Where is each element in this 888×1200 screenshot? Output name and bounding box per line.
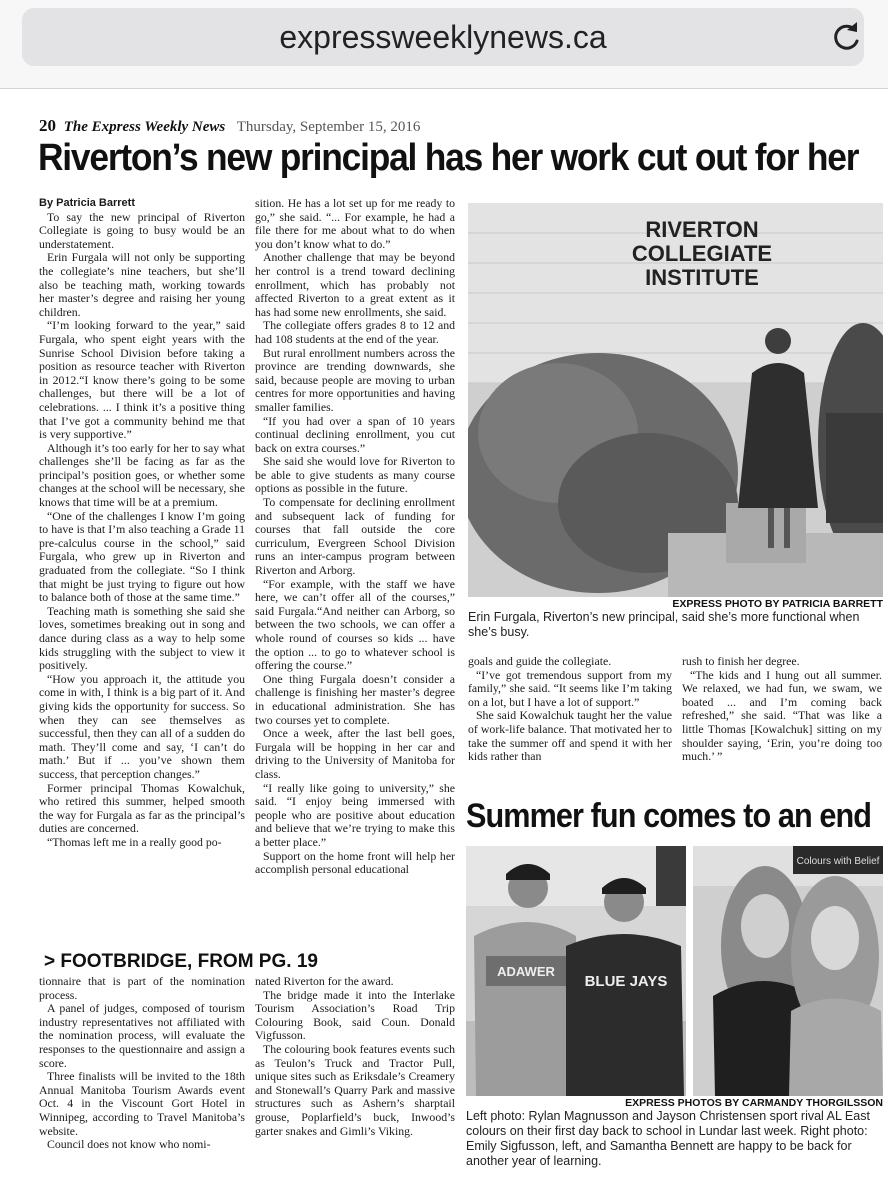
- paper-name: The Express Weekly News: [63, 119, 226, 135]
- paragraph: rush to finish her degree.: [682, 655, 800, 668]
- paragraph: “Thomas left me in a really good po-: [47, 834, 222, 849]
- paragraph: “I’m looking forward to the year,” said Furgala, who spent eight years with the Sunrise School Division before taking a position as resource teacher with Riverton in 2012.“I know there’s going to be some challenges, but there will be a lot of celebrations. ... I think it’s a positive thing that I’ve got a community behind me that is very supportive.”: [39, 318, 245, 442]
- left-jersey-text: ADAWER: [497, 964, 555, 979]
- paragraph: Council does not know who nomi-: [47, 1137, 211, 1152]
- paragraph: sition. He has a lot set up for me ready to go,” she said. “... For example, he had a file there for me about what to do when you don’t know what to do.”: [255, 197, 455, 251]
- sign-line-2: COLLEGIATE: [631, 241, 773, 266]
- paragraph: Erin Furgala will not only be supporting the collegiate’s nine teachers, but she’ll also be teaching math, working towards her master’s degree and raising her young children.: [39, 250, 245, 319]
- newspaper-page: [0, 89, 888, 1200]
- browser-url-bar: [0, 0, 888, 89]
- url-text: expressweeklynews.ca: [279, 19, 607, 55]
- issue-date: Thursday, September 15, 2016: [236, 119, 421, 135]
- background-sign-text: Colours with Belief: [796, 856, 880, 867]
- right-jersey-text: BLUE JAYS: [584, 973, 668, 990]
- principal-photo: [468, 203, 883, 597]
- paragraph: nated Riverton for the award.: [255, 975, 394, 988]
- paragraph: Once a week, after the last bell goes, Furgala will be hopping in her car and driving to the University of Manitoba for class.: [255, 726, 455, 781]
- paragraph: Former principal Thomas Kowalchuk, who retired this summer, helped smooth the way for Furgala as far as the principal’s duties are concerned.: [39, 780, 245, 836]
- paragraph: To compensate for declining enrollment and subsequent lack of funding for courses that fall outside the core curriculum, Evergreen School Division runs an inter-campus program between Riverton and Arborg.: [255, 495, 455, 578]
- photo-credit: EXPRESS PHOTO BY PATRICIA BARRETT: [672, 598, 883, 610]
- article-column-4: [682, 655, 882, 795]
- paragraph: The collegiate offers grades 8 to 12 and had 108 students at the end of the year.: [255, 318, 455, 346]
- paragraph: But rural enrollment numbers across the province are trending downwards, she said, because people are moving to urban centres for more opportunities and having smaller families.: [255, 345, 455, 414]
- jump-headline: > FOOTBRIDGE, FROM PG. 19: [44, 951, 318, 972]
- paragraph: tionnaire that is part of the nomination process.: [39, 975, 245, 1002]
- footbridge-column-2: [255, 975, 455, 1175]
- paragraph: The bridge made it into the Interlake Tourism Association’s Road Trip Colouring Book, said Coun. Donald Vigfusson.: [255, 987, 455, 1043]
- summer-photo-caption: Left photo: Rylan Magnusson and Jayson Christensen sport rival AL East colours on their first day back to school in Lundar last week. Right photo: Emily Sigfusson, left, and Samantha Bennett are happy to be back for another year of learning.: [466, 1109, 870, 1168]
- summer-photo-credit: EXPRESS PHOTOS BY CARMANDY THORGILSSON: [625, 1097, 883, 1109]
- byline: By Patricia Barrett: [39, 197, 135, 209]
- paragraph: She said Kowalchuk taught her the value of work-life balance. That motivated her to take the summer off and spend it with her kids rather than: [468, 708, 672, 764]
- paragraph: Support on the home front will help her accomplish personal educational: [255, 848, 455, 877]
- students-photo-right: [693, 846, 883, 1096]
- students-photo-left: [466, 846, 686, 1096]
- paragraph: The colouring book features events such as Teulon’s Truck and Tractor Pull, unique sites such as Eriksdale’s Creamery and Stonewall’s Quarry Park and massive structures such as Ashern’s sharptail grouse, Poplarfield’s buck, Inwood’s garter snakes and Gimli’s Viking.: [255, 1041, 455, 1138]
- paragraph: “If you had over a span of 10 years continual declining enrollment, you cut back on extra courses.”: [255, 413, 455, 455]
- sign-line-1: RIVERTON: [645, 217, 759, 242]
- paragraph: Three finalists will be invited to the 18th Annual Manitoba Tourism Awards event Oct. 4 in the Viscount Gort Hotel in Winnipeg, according to Travel Manitoba’s website.: [39, 1069, 245, 1138]
- summer-headline: Summer fun comes to an end: [466, 797, 872, 835]
- paragraph: Another challenge that may be beyond her control is a trend toward declining enrollment, which has probably not affected Riverton to a great extent as it has had some new enrollments, she said.: [255, 250, 455, 319]
- paragraph: Teaching math is something she said she loves, sometimes breaking out in song and dance during class as a way to help some kids struggling with the subject to view it positively.: [39, 603, 245, 673]
- paragraph: One thing Furgala doesn’t consider a challenge is finishing her master’s degree in educational administration. She has two courses yet to complete.: [255, 671, 455, 727]
- page-number: 20: [39, 116, 56, 135]
- paragraph: “I really like going to university,” she said. “I enjoy being immersed with people who are positive about education and believe that we’re trying to make this a better place.”: [255, 780, 455, 849]
- photo-caption: Erin Furgala, Riverton’s new principal, said she’s more functional when she’s busy.: [468, 610, 860, 639]
- paragraph: A panel of judges, composed of tourism industry representatives not affiliated with the nomination process, will evaluate the responses to the questionnaire and assign a score.: [39, 1001, 245, 1070]
- paragraph: “One of the challenges I know I’m going to have is that I’m also teaching a Grade 11 pre-calculus course in the school,” said Furgala, who grew up in Riverton and graduated from the collegiate. “So I think that might be just trying to figure out how to balance both of those at the same time.”: [39, 508, 245, 605]
- paragraph: She said she would love for Riverton to be able to give students as many course options as possible in the future.: [255, 454, 455, 496]
- article-headline: Riverton’s new principal has her work cut out for her: [38, 137, 859, 179]
- folio-line: [39, 116, 420, 136]
- paragraph: “The kids and I hung out all summer. We relaxed, we had fun, we swam, we boated ... and I’m coming back refreshed,” she said. “That was like a little Thomas [Kowalchuk] sitting on my shoulder saying, ‘Erin, you’re doing too much.’ ”: [682, 667, 882, 764]
- reload-icon[interactable]: [828, 18, 868, 54]
- article-column-1: [39, 197, 245, 947]
- article-column-3: [468, 655, 672, 795]
- footbridge-column-1: [39, 975, 245, 1175]
- paragraph: “For example, with the staff we have here, we can’t offer all of the courses,” said Furgala.“And neither can Arborg, so between the two schools, we can offer a whole round of courses so kids ... have the option ... to go to whatever school is offering the course.”: [255, 576, 455, 673]
- paragraph: “I’ve got tremendous support from my family,” she said. “It seems like I’m taking on a lot, but I have a lot of support.”: [468, 667, 672, 709]
- article-column-2: [255, 197, 455, 947]
- paragraph: goals and guide the collegiate.: [468, 655, 612, 668]
- address-field[interactable]: [22, 8, 864, 66]
- paragraph: Although it’s too early for her to say what challenges she’ll be facing as far as the principal’s position goes, or whether some changes at the school will be necessary, she knows that time will be at a premium.: [39, 440, 245, 510]
- sign-line-3: INSTITUTE: [645, 265, 759, 290]
- paragraph: To say the new principal of Riverton Collegiate is going to busy would be an understatement.: [39, 209, 245, 251]
- paragraph: “How you approach it, the attitude you come in with, I think is a big part of it. And giving kids the opportunity for success. So when they can see themselves as successful, then they can all of a sudden do math. They’ll come and say, ‘I can’t do math.’ But if ... you’ve shown them success, that perception changes.”: [39, 671, 245, 781]
